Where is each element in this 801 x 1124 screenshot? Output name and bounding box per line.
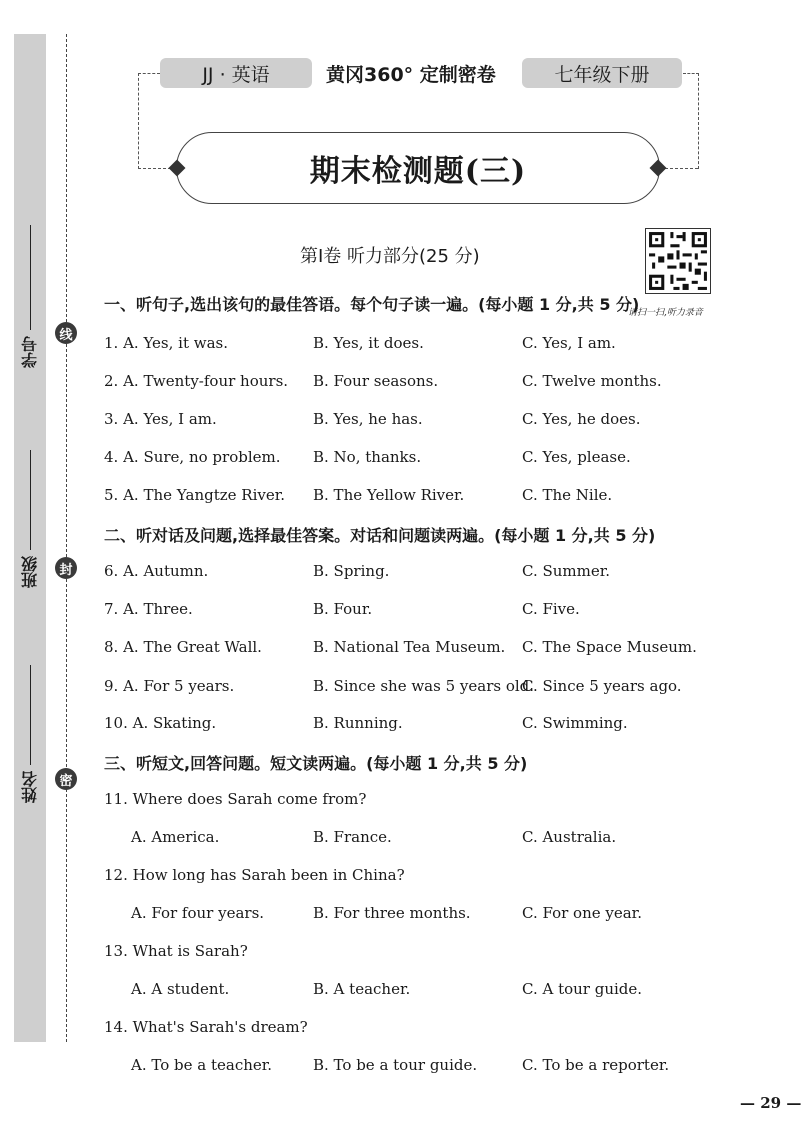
seal-secret-mark: 密 bbox=[55, 768, 77, 790]
option-c[interactable]: C. For one year. bbox=[522, 904, 642, 922]
option-a[interactable]: 10. A. Skating. bbox=[104, 714, 217, 732]
option-b[interactable]: B. National Tea Museum. bbox=[313, 638, 506, 656]
option-b[interactable]: B. To be a tour guide. bbox=[313, 1056, 478, 1074]
question-11-options bbox=[0, 828, 794, 850]
option-a[interactable]: 7. A. Three. bbox=[104, 600, 193, 618]
option-b[interactable]: B. Four. bbox=[313, 600, 373, 618]
question-11-stem: 11. Where does Sarah come from? bbox=[104, 790, 367, 808]
exam-title: 期末检测题(三) bbox=[309, 154, 527, 189]
option-b[interactable]: B. For three months. bbox=[313, 904, 471, 922]
seal-seal-mark: 封 bbox=[55, 557, 77, 579]
option-a[interactable]: 5. A. The Yangtze River. bbox=[104, 486, 286, 504]
option-c[interactable]: C. Since 5 years ago. bbox=[522, 677, 682, 695]
option-b[interactable]: B. The Yellow River. bbox=[313, 486, 465, 504]
option-a[interactable]: 9. A. For 5 years. bbox=[104, 677, 235, 695]
option-b[interactable]: B. Since she was 5 years old. bbox=[313, 677, 535, 695]
option-a[interactable]: 6. A. Autumn. bbox=[104, 562, 209, 580]
option-a[interactable]: 8. A. The Great Wall. bbox=[104, 638, 262, 656]
option-c[interactable]: C. The Nile. bbox=[522, 486, 613, 504]
option-c[interactable]: C. Summer. bbox=[522, 562, 611, 580]
page-number: — 29 — bbox=[740, 1094, 801, 1112]
option-c[interactable]: C. Yes, he does. bbox=[522, 410, 641, 428]
question-5 bbox=[0, 486, 794, 508]
option-b[interactable]: B. France. bbox=[313, 828, 392, 846]
option-b[interactable]: B. Yes, he has. bbox=[313, 410, 423, 428]
part-3-heading: 三、听短文,回答问题。短文读两遍。(每小题 1 分,共 5 分) bbox=[104, 754, 528, 773]
header-dash-right-vertical bbox=[698, 73, 699, 169]
question-1 bbox=[0, 334, 794, 356]
section-title: 第Ⅰ卷 听力部分(25 分) bbox=[300, 246, 480, 267]
option-b[interactable]: B. A teacher. bbox=[313, 980, 411, 998]
question-14-options bbox=[0, 1056, 794, 1078]
option-c[interactable]: C. The Space Museum. bbox=[522, 638, 697, 656]
option-c[interactable]: C. To be a reporter. bbox=[522, 1056, 670, 1074]
option-c[interactable]: C. Twelve months. bbox=[522, 372, 662, 390]
option-c[interactable]: C. Yes, I am. bbox=[522, 334, 616, 352]
header-dash-right bbox=[683, 73, 699, 74]
cut-line bbox=[66, 34, 67, 1042]
option-a[interactable]: 2. A. Twenty-four hours. bbox=[104, 372, 289, 390]
name-label: 姓名 bbox=[20, 771, 40, 803]
option-b[interactable]: B. Spring. bbox=[313, 562, 390, 580]
series-title: 黄冈360° 定制密卷 bbox=[326, 63, 496, 86]
option-a[interactable]: 3. A. Yes, I am. bbox=[104, 410, 217, 428]
grade-tag: 七年级下册 bbox=[522, 58, 682, 88]
option-b[interactable]: B. No, thanks. bbox=[313, 448, 422, 466]
question-3 bbox=[0, 410, 794, 432]
subject-tag: JJ · 英语 bbox=[160, 58, 312, 88]
qr-code-icon[interactable] bbox=[645, 228, 711, 294]
option-a[interactable]: 1. A. Yes, it was. bbox=[104, 334, 228, 352]
option-c[interactable]: C. A tour guide. bbox=[522, 980, 643, 998]
question-8 bbox=[0, 638, 794, 660]
option-a[interactable]: A. For four years. bbox=[131, 904, 265, 922]
student-no-blank bbox=[29, 225, 31, 330]
question-6 bbox=[0, 562, 794, 584]
class-label: 班级 bbox=[20, 556, 40, 588]
question-12-stem: 12. How long has Sarah been in China? bbox=[104, 866, 405, 884]
question-9 bbox=[0, 677, 794, 699]
option-a[interactable]: A. To be a teacher. bbox=[131, 1056, 273, 1074]
option-c[interactable]: C. Five. bbox=[522, 600, 580, 618]
option-c[interactable]: C. Australia. bbox=[522, 828, 617, 846]
header-dash-left-vertical bbox=[138, 73, 139, 169]
question-12-options bbox=[0, 904, 794, 926]
option-b[interactable]: B. Four seasons. bbox=[313, 372, 439, 390]
question-13-options bbox=[0, 980, 794, 1002]
question-14-stem: 14. What's Sarah's dream? bbox=[104, 1018, 308, 1036]
student-no-label: 学号 bbox=[20, 336, 40, 368]
header-dash-left bbox=[138, 73, 160, 74]
question-7 bbox=[0, 600, 794, 622]
question-4 bbox=[0, 448, 794, 470]
question-13-stem: 13. What is Sarah? bbox=[104, 942, 248, 960]
option-a[interactable]: A. America. bbox=[131, 828, 220, 846]
seal-line-mark: 线 bbox=[55, 322, 77, 344]
option-a[interactable]: A. A student. bbox=[131, 980, 230, 998]
option-b[interactable]: B. Running. bbox=[313, 714, 403, 732]
option-a[interactable]: 4. A. Sure, no problem. bbox=[104, 448, 281, 466]
qr-caption: 请扫一扫,听力录音 bbox=[628, 308, 703, 318]
option-b[interactable]: B. Yes, it does. bbox=[313, 334, 424, 352]
option-c[interactable]: C. Swimming. bbox=[522, 714, 628, 732]
option-c[interactable]: C. Yes, please. bbox=[522, 448, 631, 466]
part-1-heading: 一、听句子,选出该句的最佳答语。每个句子读一遍。(每小题 1 分,共 5 分) bbox=[104, 295, 640, 314]
question-10 bbox=[0, 714, 794, 736]
question-2 bbox=[0, 372, 794, 394]
part-2-heading: 二、听对话及问题,选择最佳答案。对话和问题读两遍。(每小题 1 分,共 5 分) bbox=[104, 526, 656, 545]
